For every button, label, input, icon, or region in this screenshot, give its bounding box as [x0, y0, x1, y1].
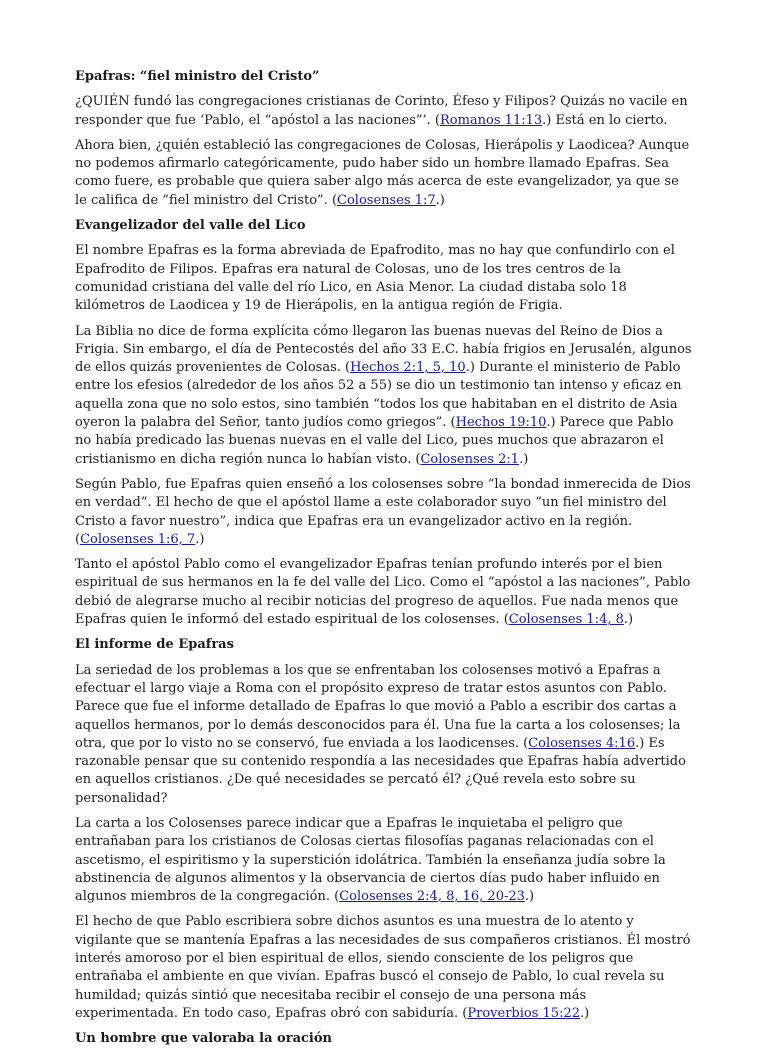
scripture-link[interactable]: Colosenses 1:4, 8: [508, 612, 624, 628]
paragraph-text: El hecho de que Pablo escribiera sobre dichos asuntos es una muestra de lo atento y vigilante que se mantenía Epafras a las necesidades de sus compañeros cristianos. Él mostró interés amoroso por el bien espiritual de ellos, siendo consciente de los peligros que entrañaba el ambiente en que vivían. Epafras buscó el consejo de Pablo, lo cual revela su humildad; quizás sintió que necesitaba recibir el consejo de una persona más experimentada. En todo caso, Epafras obró con sabiduría. (: [75, 914, 691, 1021]
scripture-link[interactable]: Colosenses 2:4, 8, 16, 20-23: [339, 889, 525, 905]
scripture-link[interactable]: Hechos 19:10: [455, 415, 547, 431]
article-body: [75, 93, 692, 1048]
paragraph-text: .): [435, 192, 445, 208]
paragraph-text: .) Parece que Pablo no había predicado las buenas nuevas en el valle del Lico, pues muchos que abrazaron el cristianismo en dicha región nunca lo habían visto. (: [75, 415, 674, 467]
document-page: [75, 68, 692, 1056]
paragraph: [75, 556, 692, 629]
paragraph-text: La carta a los Colosenses parece indicar que a Epafras le inquietaba el peligro que entrañaban para los cristianos de Colosas ciertas filosofías paganas relacionadas con el ascetismo, el espiritismo y la superstición idolátrica. También la enseñanza judía sobre la abstinencia de algunos alimentos y la observancia de ciertos días pudo haber influido en algunos miembros de la congregación. (: [75, 815, 666, 905]
paragraph-text: La Biblia no dice de forma explícita cómo llegaron las buenas nuevas del Reino de Dios a Frigia. Sin embargo, el día de Pentecostés del año 33 E.C. había frigios en Jerusalén, algunos de ellos quizás provenientes de Colosas. (: [75, 323, 692, 376]
scripture-link[interactable]: Proverbios 15:22: [467, 1005, 580, 1021]
paragraph: [75, 93, 692, 130]
paragraph: [75, 662, 692, 808]
scripture-link[interactable]: Colosenses 1:7: [337, 192, 436, 208]
paragraph-text: Ahora bien, ¿quién estableció las congregaciones de Colosas, Hierápolis y Laodicea? Aunque no podemos afirmarlo categóricamente, pudo haber sido un hombre llamado Epafras. Sea como fuere, es probable que quiera saber algo más acerca de este evangelizador, ya que se le califica de “fiel ministro del Cristo”. (: [75, 137, 690, 208]
paragraph: [75, 323, 692, 469]
section-heading: Un hombre que valoraba la oración: [75, 1031, 332, 1047]
paragraph-text: ¿QUIÉN fundó las congregaciones cristianas de Corinto, Éfeso y Filipos? Quizás no vacile en responder que fue ‘Pablo, el “apóstol a las naciones”’. (: [75, 94, 688, 128]
paragraph-text: El nombre Epafras es la forma abreviada de Epafrodito, mas no hay que confundirlo con el Epafrodito de Filipos. Epafras era natural de Colosas, uno de los tres centros de la comunidad cristiana del valle del río Lico, en Asia Menor. La ciudad distaba solo 18 kilómetros de Laodicea y 19 de Hierápolis, en la antigua región de Frigia.: [75, 243, 675, 314]
paragraph-text: .): [524, 889, 535, 905]
paragraph: [75, 913, 692, 1023]
paragraph-text: .) Está en lo cierto.: [542, 112, 668, 128]
section-heading: El informe de Epafras: [75, 637, 234, 653]
scripture-link[interactable]: Colosenses 4:16: [528, 735, 636, 751]
paragraph-text: .): [519, 451, 529, 467]
paragraph: [75, 137, 692, 210]
scripture-link[interactable]: Hechos 2:1, 5, 10: [350, 360, 466, 376]
paragraph: [75, 242, 692, 315]
paragraph: [75, 476, 692, 549]
paragraph-text: .): [623, 612, 634, 628]
scripture-link[interactable]: Colosenses 1:6, 7: [80, 531, 196, 547]
paragraph-text: .): [580, 1005, 590, 1021]
section-heading: Evangelizador del valle del Lico: [75, 218, 306, 234]
article-title: Epafras: “fiel ministro del Cristo”: [75, 69, 320, 84]
scripture-link[interactable]: Romanos 11:13: [439, 112, 543, 128]
paragraph-text: Tanto el apóstol Pablo como el evangelizador Epafras tenían profundo interés por el bien espiritual de sus hermanos en la fe del valle del Lico. Como el “apóstol a las naciones”, Pablo debió de alegrarse mucho al recibir noticias del progreso de aquellos. Fue nada menos que Epafras quien le informó del estado espiritual de los colosenses. (: [75, 557, 691, 628]
paragraph-text: .) Durante el ministerio de Pablo entre los efesios (alrededor de los años 52 a 55) se dio un testimonio tan intenso y eficaz en aquella zona que no solo estos, sino también “todos los que habitaban en el distrito de Asia oyeron la palabra del Señor, tanto judíos como griegos”. (: [75, 360, 682, 431]
paragraph-text: .): [195, 531, 205, 547]
paragraph-text: .) Es razonable pensar que su contenido respondía a las necesidades que Epafras había advertido en aquellos cristianos. ¿De qué necesidades se percató él? ¿Qué revela esto sobre su personalidad?: [75, 735, 686, 806]
paragraph: [75, 815, 692, 906]
scripture-link[interactable]: Colosenses 2:1: [420, 451, 520, 467]
paragraph-text: La seriedad de los problemas a los que se enfrentaban los colosenses motivó a Epafras a efectuar el largo viaje a Roma con el propósito expreso de tratar estos asuntos con Pablo. Parece que fue el informe detallado de Epafras lo que movió a Pablo a escribir dos cartas a aquellos hermanos, por lo demás desconocidos para él. Una fue la carta a los colosenses; la otra, que por lo visto no se conservó, fue enviada a los laodicenses. (: [75, 662, 681, 751]
paragraph-text: Según Pablo, fue Epafras quien enseñó a los colosenses sobre “la bondad inmerecida de Dios en verdad”. El hecho de que el apóstol llame a este colaborador suyo “un fiel ministro del Cristo a favor nuestro”, indica que Epafras era un evangelizador activo en la región. (: [75, 476, 691, 547]
